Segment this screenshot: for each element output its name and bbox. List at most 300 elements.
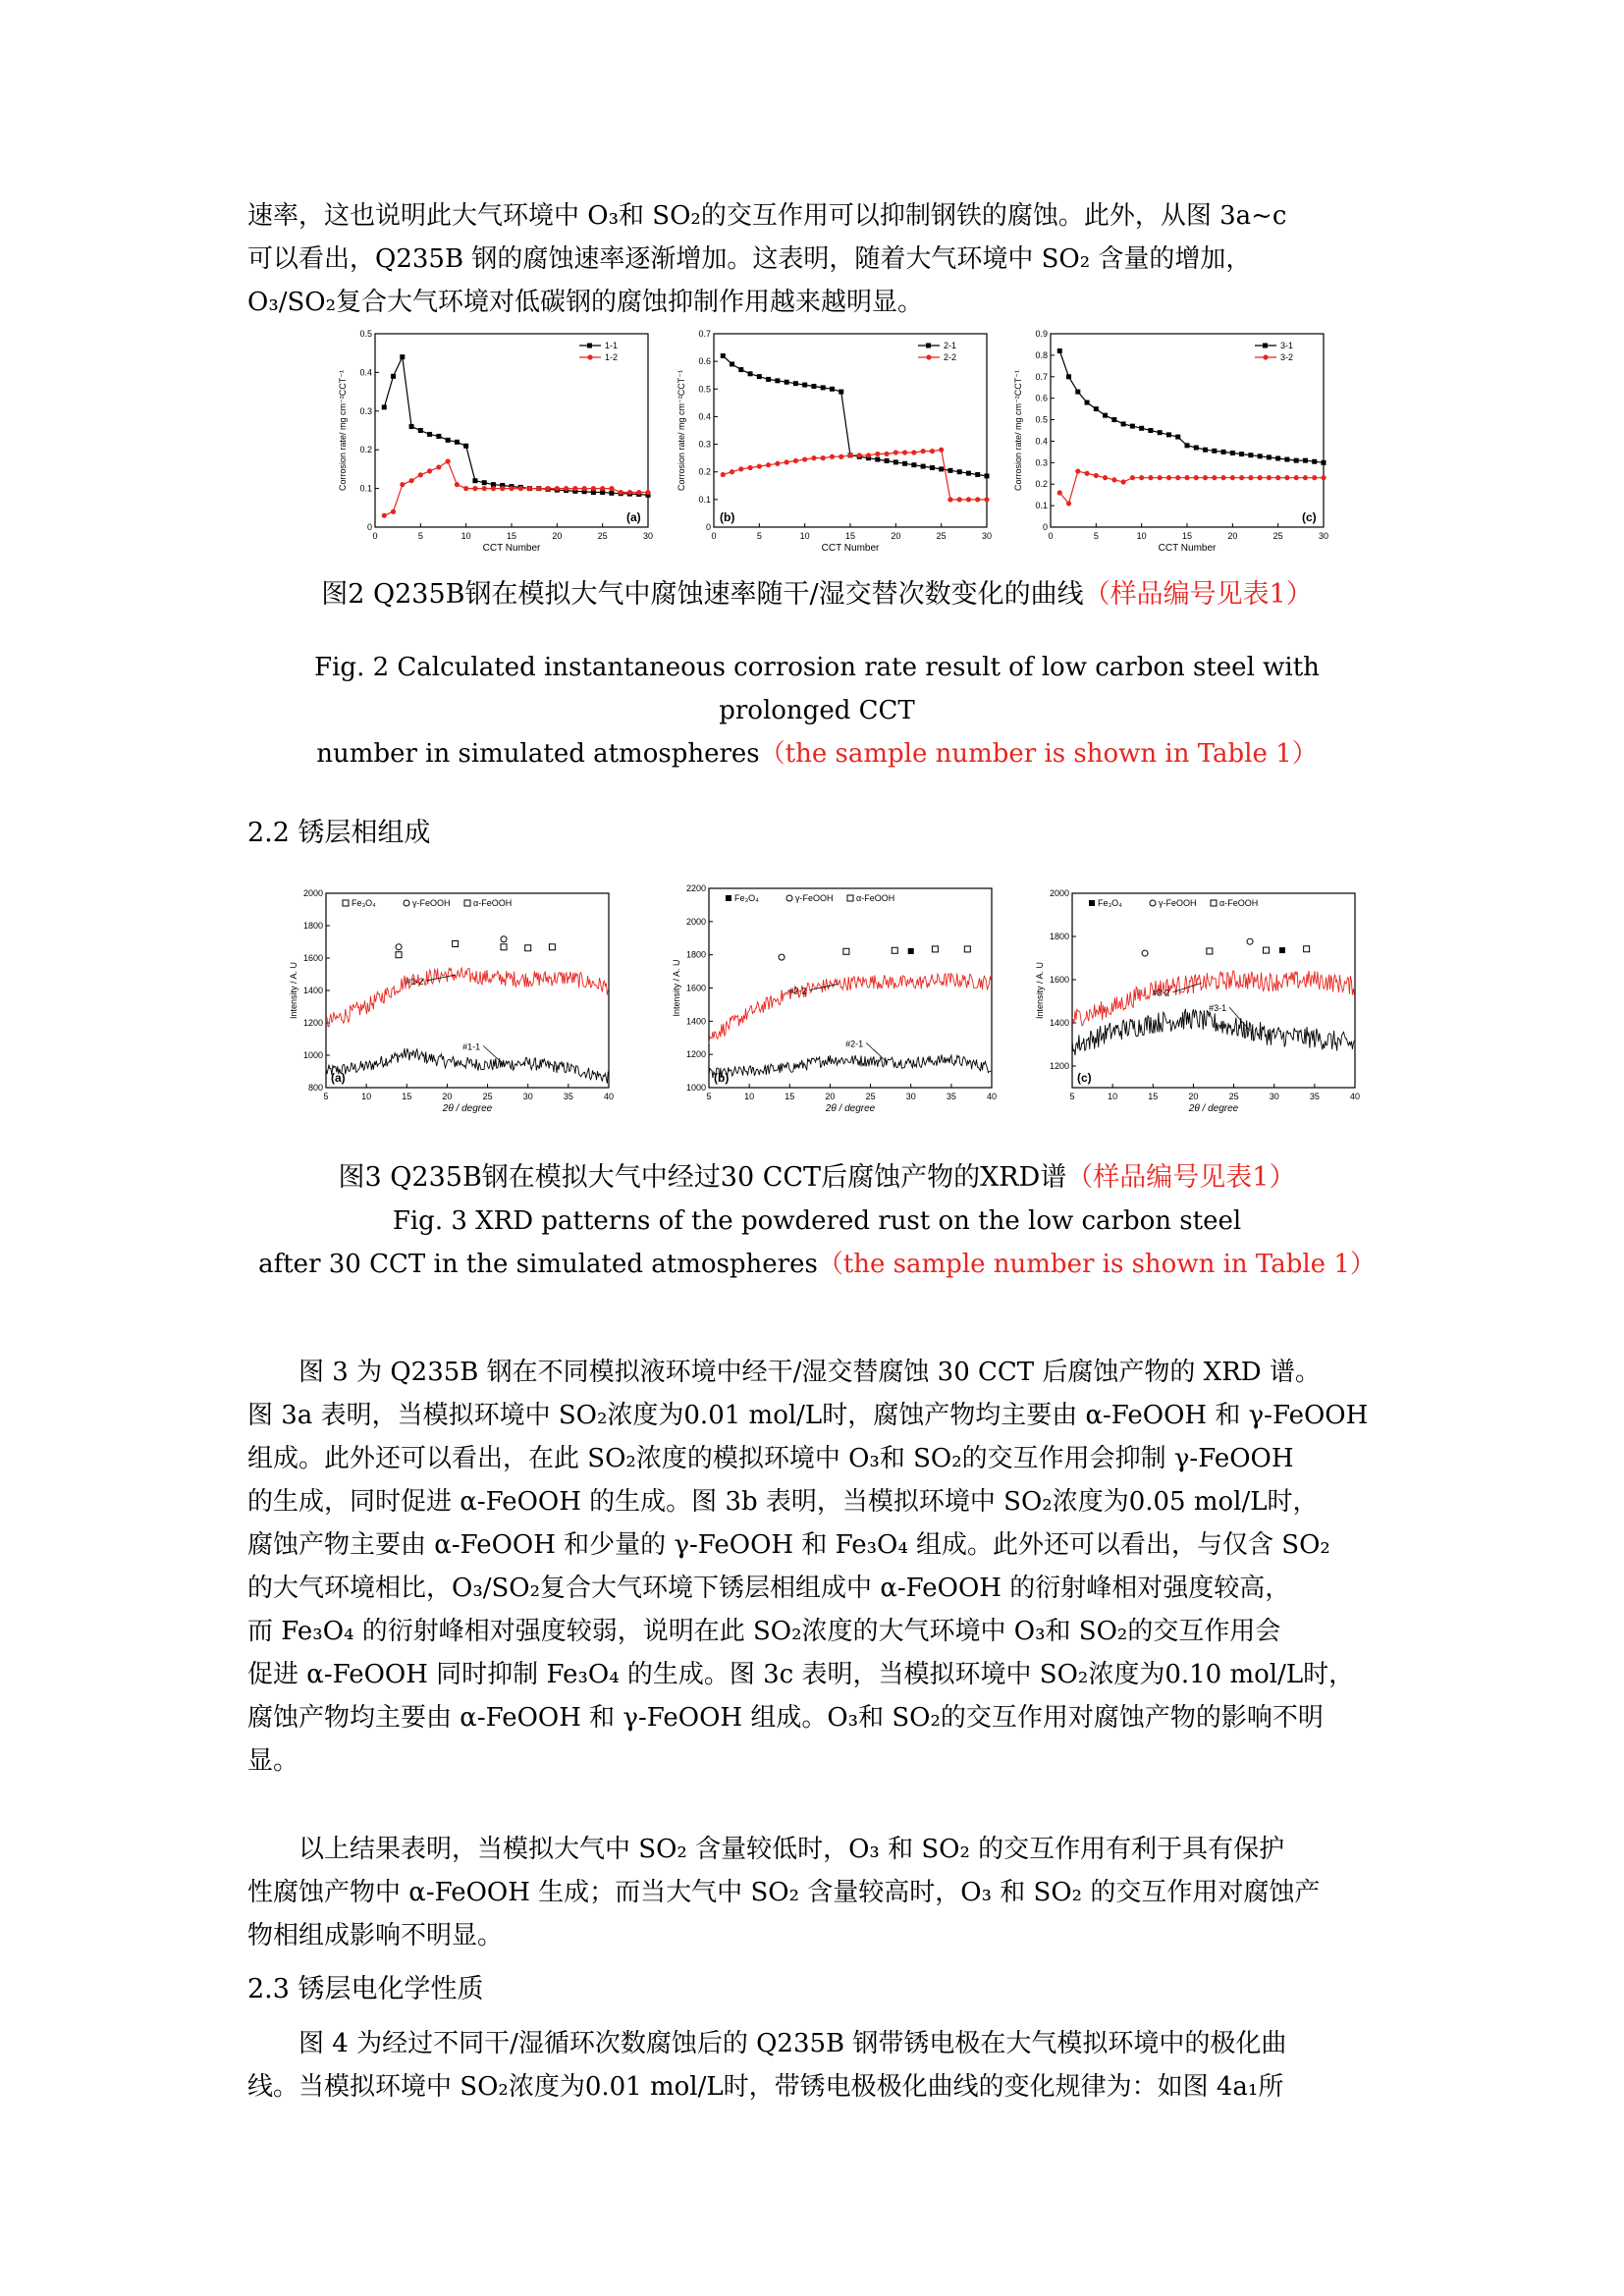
- fig3-chart-c: [1031, 883, 1365, 1129]
- section-heading-2-3: 2.3 锈层电化学性质: [247, 1974, 484, 2004]
- data-point: [536, 486, 541, 491]
- text-line: 性腐蚀产物中 α-FeOOH 生成；而当大气中 SO₂ 含量较高时，O₃ 和 SO₂ 的交互作用对腐蚀产: [247, 1878, 1321, 1907]
- x-tick-label: 5: [756, 531, 762, 541]
- data-point: [591, 486, 596, 491]
- x-tick-label: 30: [522, 1092, 533, 1101]
- y-tick-label: 0.8: [1035, 349, 1048, 360]
- text-line: 腐蚀产物主要由 α-FeOOH 和少量的 γ-FeOOH 和 Fe₃O₄ 组成。此外还可以看出，与仅含 SO₂: [247, 1530, 1330, 1560]
- data-point: [766, 377, 771, 382]
- y-tick-label: 0.3: [698, 439, 711, 450]
- x-tick-label: 40: [1349, 1092, 1361, 1101]
- y-tick-label: 1200: [302, 1018, 323, 1028]
- data-point: [1184, 475, 1189, 480]
- plot-frame: [375, 334, 648, 527]
- caption-text: 图3 Q235B钢在模拟大气中经过30 CCT后腐蚀产物的XRD谱: [338, 1162, 1067, 1193]
- data-point: [757, 374, 762, 379]
- data-point: [1111, 477, 1116, 482]
- data-point: [1057, 490, 1062, 495]
- data-point: [1275, 455, 1280, 460]
- series-label: #1-2: [406, 977, 424, 988]
- data-point: [984, 497, 989, 502]
- data-point: [609, 486, 614, 491]
- data-point: [418, 428, 423, 433]
- data-point: [427, 432, 432, 437]
- x-tick-label: 25: [597, 531, 608, 541]
- legend-marker: [1211, 900, 1217, 906]
- paragraph-bottom: [247, 2022, 1386, 2109]
- y-tick-label: 0.1: [698, 494, 711, 505]
- series-line: [384, 357, 648, 496]
- y-tick-label: 2200: [685, 883, 706, 893]
- data-point: [802, 383, 807, 388]
- y-tick-label: 0.1: [359, 483, 372, 494]
- legend-label: γ-FeOOH: [795, 893, 834, 903]
- data-point: [1130, 424, 1135, 429]
- legend-label: 2-2: [944, 352, 957, 362]
- x-tick-label: 0: [711, 531, 717, 541]
- data-point: [1148, 475, 1153, 480]
- phase-marker: [1304, 946, 1310, 952]
- data-point: [1139, 475, 1144, 480]
- y-tick-label: 800: [307, 1083, 323, 1093]
- legend-label: 3-2: [1280, 352, 1294, 362]
- x-tick-label: 0: [1048, 531, 1054, 541]
- y-tick-label: 0.4: [698, 411, 711, 422]
- data-point: [645, 490, 650, 495]
- data-point: [1321, 475, 1326, 480]
- data-point: [866, 453, 871, 457]
- y-tick-label: 0: [705, 522, 711, 532]
- data-point: [1111, 417, 1116, 422]
- data-point: [793, 381, 798, 386]
- x-tick-label: 20: [552, 531, 563, 541]
- data-point: [1121, 479, 1126, 484]
- phase-marker: [908, 948, 914, 954]
- data-point: [1284, 457, 1289, 462]
- y-axis-label: Intensity / A. U: [289, 961, 298, 1020]
- data-point: [1239, 475, 1244, 480]
- data-point: [775, 378, 780, 383]
- data-point: [1303, 475, 1308, 480]
- text-line: 的生成，同时促进 α-FeOOH 的生成。图 3b 表明，当模拟环境中 SO₂浓度为0.05 mol/L时，: [247, 1487, 1319, 1517]
- phase-marker: [1207, 948, 1213, 954]
- legend-label: α-FeOOH: [856, 893, 895, 903]
- legend-marker: [1263, 354, 1268, 359]
- data-point: [1085, 400, 1090, 405]
- data-point: [582, 486, 587, 491]
- text-line: 的大气环境相比，O₃/SO₂复合大气环境下锈层相组成中 α-FeOOH 的衍射峰相对强度较高，: [247, 1574, 1291, 1603]
- data-point: [875, 457, 880, 462]
- data-point: [1248, 475, 1253, 480]
- x-axis-label: CCT Number: [1158, 543, 1217, 554]
- y-tick-label: 0.4: [359, 367, 372, 378]
- data-point: [721, 472, 726, 477]
- paragraph-result: [247, 1828, 1386, 1957]
- series-label: #2-1: [845, 1039, 864, 1049]
- data-point: [775, 461, 780, 466]
- data-point: [418, 472, 423, 477]
- y-axis-label: Intensity / A. U: [1035, 961, 1045, 1020]
- text-line: 速率，这也说明此大气环境中 O₃和 SO₂的交互作用可以抑制钢铁的腐蚀。此外，从图 3a~c: [247, 201, 1287, 231]
- phase-marker: [501, 944, 507, 950]
- series-label: #2-2: [788, 986, 807, 996]
- x-tick-label: 5: [706, 1092, 712, 1101]
- legend-marker: [343, 900, 349, 906]
- data-point: [409, 424, 414, 429]
- data-point: [1166, 475, 1171, 480]
- x-tick-label: 10: [460, 531, 471, 541]
- data-point: [427, 468, 432, 473]
- y-axis-label: Corrosion rate/ mg cm⁻²CCT⁻¹: [677, 369, 686, 492]
- x-axis-label: 2θ / degree: [825, 1103, 876, 1114]
- y-tick-label: 0.5: [698, 384, 711, 395]
- data-point: [400, 482, 405, 487]
- series-label: #3-2: [1152, 988, 1170, 998]
- data-point: [1185, 443, 1190, 448]
- legend-marker: [926, 354, 931, 359]
- data-point: [572, 486, 577, 491]
- data-point: [738, 367, 743, 372]
- x-tick-label: 35: [1309, 1092, 1320, 1101]
- data-point: [1221, 450, 1226, 454]
- data-point: [1230, 475, 1235, 480]
- x-tick-label: 10: [1108, 1092, 1118, 1101]
- x-axis-label: 2θ / degree: [1188, 1103, 1239, 1114]
- series-line: [723, 450, 987, 500]
- caption-text: 图2 Q235B钢在模拟大气中腐蚀速率随干/湿交替次数变化的曲线: [321, 579, 1084, 610]
- panel-label: (b): [714, 1071, 730, 1085]
- data-point: [1230, 451, 1235, 455]
- y-tick-label: 1800: [302, 921, 323, 931]
- data-point: [1175, 475, 1180, 480]
- legend-marker: [1089, 900, 1095, 906]
- data-point: [463, 486, 468, 491]
- data-point: [472, 486, 477, 491]
- fig3-chart-a: [285, 883, 619, 1129]
- data-point: [1139, 426, 1144, 431]
- legend-label: γ-FeOOH: [412, 898, 451, 908]
- text-line: 图 3 为 Q235B 钢在不同模拟液环境中经干/湿交替腐蚀 30 CCT 后腐蚀产物的 XRD 谱。: [298, 1358, 1321, 1387]
- data-point: [939, 448, 944, 453]
- data-point: [1194, 446, 1199, 451]
- label-leader: [866, 1042, 887, 1061]
- data-point: [966, 497, 971, 502]
- data-point: [1130, 475, 1135, 480]
- caption-line: number in simulated atmospheres: [316, 739, 760, 769]
- data-point: [482, 486, 487, 491]
- y-tick-label: 1000: [302, 1050, 323, 1060]
- data-point: [1194, 475, 1199, 480]
- data-point: [785, 459, 789, 464]
- text-line: 物相组成影响不明显。: [247, 1921, 504, 1950]
- fig3-chart-b: [668, 879, 1001, 1129]
- data-point: [391, 509, 396, 514]
- data-point: [830, 454, 835, 459]
- data-point: [957, 497, 962, 502]
- data-point: [747, 465, 752, 470]
- y-tick-label: 1600: [1049, 975, 1069, 985]
- x-tick-label: 15: [844, 531, 856, 541]
- phase-marker: [1142, 950, 1148, 956]
- series-line: [1059, 351, 1324, 463]
- data-point: [1239, 452, 1244, 456]
- data-point: [1203, 475, 1208, 480]
- data-point: [1158, 475, 1163, 480]
- text-line: 而 Fe₃O₄ 的衍射峰相对强度较弱，说明在此 SO₂浓度的大气环境中 O₃和 SO₂的交互作用会: [247, 1617, 1281, 1646]
- x-tick-label: 5: [323, 1092, 329, 1101]
- x-tick-label: 15: [1148, 1092, 1159, 1101]
- data-point: [930, 465, 935, 470]
- x-tick-label: 25: [865, 1092, 876, 1101]
- data-point: [721, 353, 726, 358]
- data-point: [911, 462, 916, 467]
- legend-marker: [786, 895, 792, 901]
- y-tick-label: 1200: [685, 1049, 706, 1060]
- y-tick-label: 1400: [685, 1016, 706, 1027]
- fig2-chart-a: [334, 324, 658, 564]
- xrd-pattern: [1072, 1009, 1354, 1055]
- x-tick-label: 25: [936, 531, 947, 541]
- legend-label: Fe₃O₄: [352, 898, 376, 908]
- data-point: [627, 490, 632, 495]
- legend-label: γ-FeOOH: [1159, 898, 1197, 908]
- legend-label: α-FeOOH: [1219, 898, 1259, 908]
- data-point: [527, 486, 532, 491]
- data-point: [1075, 468, 1080, 473]
- data-point: [636, 490, 641, 495]
- legend-marker: [404, 900, 409, 906]
- xrd-pattern: [1072, 971, 1354, 1026]
- phase-marker: [1279, 947, 1285, 953]
- y-tick-label: 1800: [1049, 932, 1069, 941]
- phase-marker: [1263, 947, 1269, 953]
- phase-marker: [396, 944, 402, 950]
- caption-red: （样品编号见表1）: [1083, 579, 1313, 610]
- caption-red: （样品编号见表1）: [1066, 1162, 1296, 1193]
- data-point: [730, 361, 734, 366]
- y-tick-label: 1800: [685, 949, 706, 960]
- y-tick-label: 1200: [1049, 1061, 1069, 1071]
- phase-marker: [932, 946, 938, 952]
- panel-label: (c): [1302, 510, 1317, 524]
- data-point: [830, 387, 835, 392]
- x-tick-label: 35: [563, 1092, 573, 1101]
- data-point: [619, 490, 623, 495]
- y-tick-label: 1600: [685, 983, 706, 993]
- x-axis-label: CCT Number: [482, 543, 541, 554]
- data-point: [1203, 448, 1208, 453]
- y-tick-label: 1400: [1049, 1018, 1069, 1028]
- text-line: 可以看出，Q235B 钢的腐蚀速率逐渐增加。这表明，随着大气环境中 SO₂ 含量的增加，: [247, 244, 1252, 274]
- panel-label: (b): [720, 510, 735, 524]
- y-tick-label: 0.2: [1035, 479, 1048, 490]
- x-tick-label: 15: [1181, 531, 1193, 541]
- phase-marker: [501, 936, 507, 942]
- data-point: [975, 472, 980, 477]
- legend-marker: [464, 900, 470, 906]
- data-point: [1212, 449, 1217, 454]
- x-tick-label: 0: [372, 531, 378, 541]
- text-line: 图 4 为经过不同干/湿循环次数腐蚀后的 Q235B 钢带锈电极在大气模拟环境中的极化曲: [298, 2029, 1287, 2058]
- data-point: [609, 491, 614, 496]
- data-point: [902, 461, 907, 466]
- data-point: [1066, 374, 1071, 379]
- legend-marker: [587, 354, 592, 359]
- legend-marker: [726, 895, 731, 901]
- data-point: [1312, 459, 1317, 464]
- text-line: 促进 α-FeOOH 同时抑制 Fe₃O₄ 的生成。图 3c 表明，当模拟环境中 SO₂浓度为0.10 mol/L时，: [247, 1660, 1355, 1689]
- legend-marker: [1150, 900, 1156, 906]
- y-tick-label: 1400: [302, 986, 323, 995]
- phase-marker: [843, 948, 849, 954]
- panel-label: (a): [626, 510, 641, 524]
- data-point: [408, 478, 413, 483]
- text-line: 线。当模拟环境中 SO₂浓度为0.01 mol/L时，带锈电极极化曲线的变化规律为：如图 4a₁所: [247, 2072, 1284, 2102]
- data-point: [839, 454, 843, 459]
- x-tick-label: 20: [1188, 1092, 1199, 1101]
- paragraph-top: [247, 194, 1386, 324]
- data-point: [811, 384, 816, 389]
- legend-label: Fe₃O₄: [734, 893, 759, 903]
- data-point: [455, 440, 460, 445]
- x-tick-label: 40: [986, 1092, 998, 1101]
- series-label: #3-1: [1209, 1003, 1227, 1014]
- data-point: [600, 486, 605, 491]
- x-tick-label: 5: [417, 531, 423, 541]
- data-point: [1294, 475, 1299, 480]
- data-point: [1103, 475, 1108, 480]
- x-tick-label: 25: [1272, 531, 1283, 541]
- xrd-pattern: [709, 1054, 991, 1079]
- text-line: 组成。此外还可以看出，在此 SO₂浓度的模拟环境中 O₃和 SO₂的交互作用会抑制 γ-FeOOH: [247, 1444, 1294, 1473]
- data-point: [1103, 413, 1108, 418]
- legend-marker: [847, 895, 853, 901]
- data-point: [1258, 454, 1263, 458]
- y-axis-label: Corrosion rate/ mg cm⁻²CCT⁻¹: [338, 369, 348, 492]
- data-point: [1166, 432, 1171, 437]
- caption-red: （the sample number is shown in Table 1）: [759, 739, 1318, 769]
- x-tick-label: 10: [1136, 531, 1147, 541]
- text-line: 以上结果表明，当模拟大气中 SO₂ 含量较低时，O₃ 和 SO₂ 的交互作用有利于具有保护: [298, 1835, 1285, 1864]
- data-point: [1066, 501, 1071, 506]
- data-point: [821, 385, 826, 390]
- legend-label: α-FeOOH: [473, 898, 513, 908]
- y-tick-label: 0.5: [1035, 414, 1048, 425]
- data-point: [821, 455, 826, 460]
- phase-marker: [779, 954, 785, 960]
- data-point: [957, 469, 962, 474]
- x-tick-label: 30: [905, 1092, 916, 1101]
- paragraph-xrd: [247, 1351, 1386, 1783]
- data-point: [811, 455, 816, 460]
- data-point: [802, 456, 807, 461]
- data-point: [1220, 475, 1225, 480]
- y-tick-label: 2000: [685, 916, 706, 927]
- phase-marker: [396, 952, 402, 958]
- data-point: [500, 486, 505, 491]
- phase-marker: [964, 946, 970, 952]
- data-point: [757, 463, 762, 468]
- y-tick-label: 2000: [302, 888, 323, 898]
- data-point: [947, 497, 952, 502]
- data-point: [1212, 475, 1217, 480]
- xrd-pattern: [326, 1048, 608, 1084]
- data-point: [545, 486, 550, 491]
- data-point: [1322, 460, 1326, 465]
- y-tick-label: 0.6: [1035, 393, 1048, 403]
- panel-label: (a): [331, 1071, 346, 1085]
- data-point: [985, 473, 990, 478]
- data-point: [921, 464, 926, 469]
- data-point: [766, 462, 771, 467]
- y-tick-label: 0.2: [359, 445, 372, 455]
- x-tick-label: 20: [1227, 531, 1238, 541]
- data-point: [893, 450, 898, 454]
- data-point: [785, 380, 789, 385]
- series-line: [723, 356, 987, 476]
- text-line: 腐蚀产物均主要由 α-FeOOH 和 γ-FeOOH 组成。O₃和 SO₂的交互作用对腐蚀产物的影响不明: [247, 1703, 1324, 1733]
- data-point: [884, 452, 889, 456]
- x-tick-label: 10: [361, 1092, 372, 1101]
- legend-label: 2-1: [944, 341, 957, 350]
- phase-marker: [1247, 938, 1253, 944]
- legend-label: 3-1: [1280, 341, 1294, 350]
- phase-marker: [453, 940, 459, 946]
- fig2-caption-en: [247, 646, 1386, 775]
- data-point: [839, 390, 843, 395]
- data-point: [1284, 475, 1289, 480]
- section-heading-2-2: 2.2 锈层相组成: [247, 818, 431, 848]
- data-point: [1075, 390, 1080, 395]
- y-tick-label: 0.1: [1035, 501, 1048, 511]
- fig2-chart-c: [1009, 324, 1333, 564]
- data-point: [400, 354, 405, 359]
- x-tick-label: 15: [402, 1092, 412, 1101]
- data-point: [1084, 471, 1089, 476]
- text-line: 图 3a 表明，当模拟环境中 SO₂浓度为0.01 mol/L时，腐蚀产物均主要由 α-FeOOH 和 γ-FeOOH: [247, 1401, 1369, 1430]
- x-tick-label: 15: [785, 1092, 795, 1101]
- data-point: [436, 434, 441, 439]
- x-tick-label: 35: [946, 1092, 956, 1101]
- x-tick-label: 5: [1069, 1092, 1075, 1101]
- x-tick-label: 30: [1318, 531, 1329, 541]
- data-point: [1094, 473, 1099, 478]
- caption-line: Fig. 2 Calculated instantaneous corrosion rate result of low carbon steel with prolonged CCT: [314, 653, 1320, 725]
- phase-marker: [549, 944, 555, 950]
- y-axis-label: Corrosion rate/ mg cm⁻²CCT⁻¹: [1013, 369, 1023, 492]
- data-point: [1121, 421, 1126, 426]
- data-point: [1057, 348, 1062, 353]
- data-point: [455, 482, 460, 487]
- data-point: [1158, 430, 1163, 435]
- fig2-caption-cn: [247, 573, 1386, 616]
- y-tick-label: 0.7: [1035, 371, 1048, 382]
- data-point: [1148, 428, 1153, 433]
- series-line: [1059, 471, 1324, 504]
- y-tick-label: 0.7: [698, 329, 711, 339]
- panel-label: (c): [1077, 1071, 1092, 1085]
- data-point: [509, 486, 514, 491]
- data-point: [564, 486, 568, 491]
- data-point: [902, 450, 907, 454]
- data-point: [555, 486, 560, 491]
- y-tick-label: 0.9: [1035, 329, 1048, 339]
- data-point: [482, 480, 487, 485]
- y-axis-label: Intensity / A. U: [672, 959, 681, 1017]
- data-point: [738, 466, 743, 471]
- legend-label: 1-2: [605, 352, 619, 362]
- data-point: [1094, 406, 1099, 411]
